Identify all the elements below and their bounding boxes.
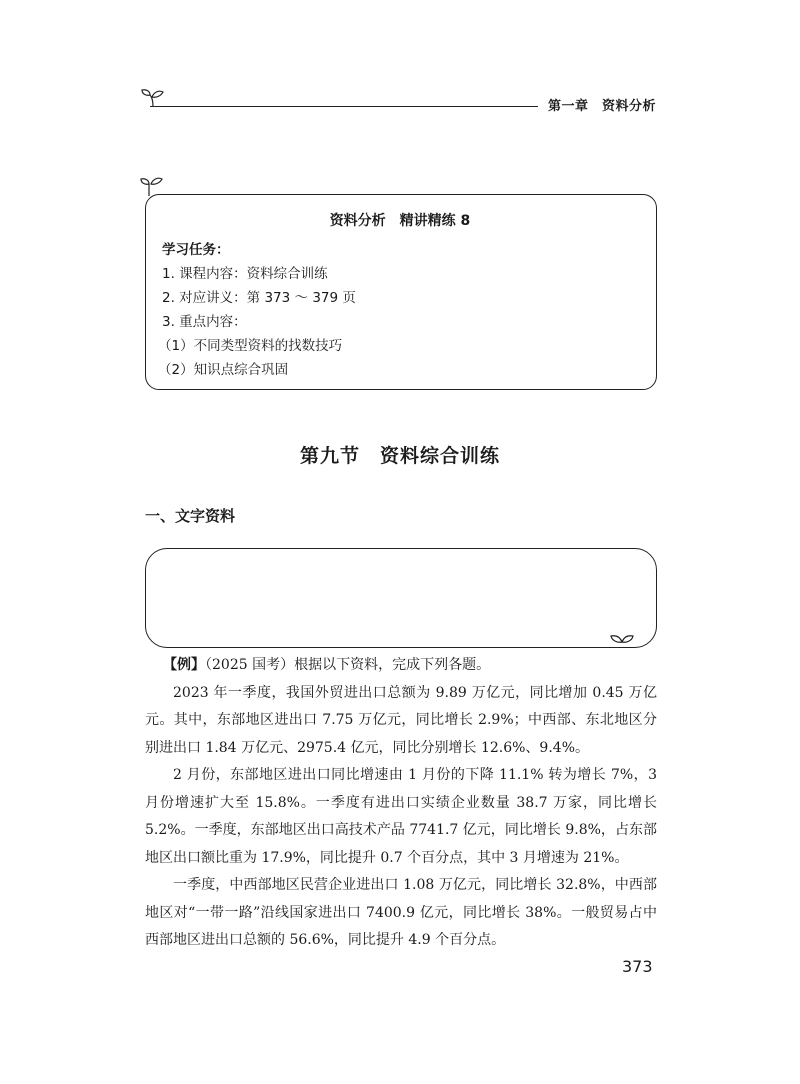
sub-heading: 一、文字资料	[145, 507, 236, 525]
leaf-icon	[610, 630, 634, 644]
sprout-icon	[140, 172, 166, 196]
paragraph: 一季度，中西部地区民营企业进出口 1.08 万亿元，同比增长 32.8%，中西部地区对“一带一路”沿线国家进出口 7400.9 亿元，同比增长 38%。一般贸易占中西部地区进出口总额的 56.6%，同比提升 4.9 个百分点。	[145, 877, 657, 948]
paragraph: 2023 年一季度，我国外贸进出口总额为 9.89 万亿元，同比增加 0.45 万亿元。其中，东部地区进出口 7.75 万亿元，同比增长 2.9%；中西部、东北地区分别进出口 1.84 万亿元、2975.4 亿元，同比分别增长 12.6%、9.4%。	[145, 684, 657, 756]
page-number: 373	[622, 957, 653, 976]
task-line: （2）知识点综合巩固	[158, 362, 289, 378]
chapter-title: 第一章 资料分析	[548, 99, 657, 114]
task-line: （1）不同类型资料的找数技巧	[158, 338, 343, 354]
task-box-heading: 资料分析 精讲精练 8	[329, 213, 471, 229]
example-label: 【例】	[163, 657, 205, 673]
task-line: 学习任务：	[162, 242, 230, 258]
task-line: 1. 课程内容：资料综合训练	[162, 266, 328, 282]
notes-box	[145, 548, 657, 648]
sprout-icon	[140, 86, 166, 108]
example-source: （2025 国考）根据以下资料，完成下列各题。	[205, 657, 491, 673]
task-line: 3. 重点内容：	[162, 314, 247, 330]
task-line: 2. 对应讲义：第 373 ～ 379 页	[162, 290, 356, 306]
example-body	[145, 652, 657, 955]
example-intro	[145, 652, 657, 680]
section-title: 第九节 资料综合训练	[299, 445, 500, 467]
paragraph: 2 月份，东部地区进出口同比增速由 1 月份的下降 11.1% 转为增长 7%，3 月份增速扩大至 15.8%。一季度有进出口实绩企业数量 38.7 万家，同比增长 5.2%。一季度，东部地区出口高技术产品 7741.7 亿元，同比增长 9.8%，占东部地区出口额比重为 17.9%，同比提升 0.7 个百分点，其中 3 月增速为 21%。	[145, 767, 657, 866]
header-rule	[150, 106, 538, 107]
